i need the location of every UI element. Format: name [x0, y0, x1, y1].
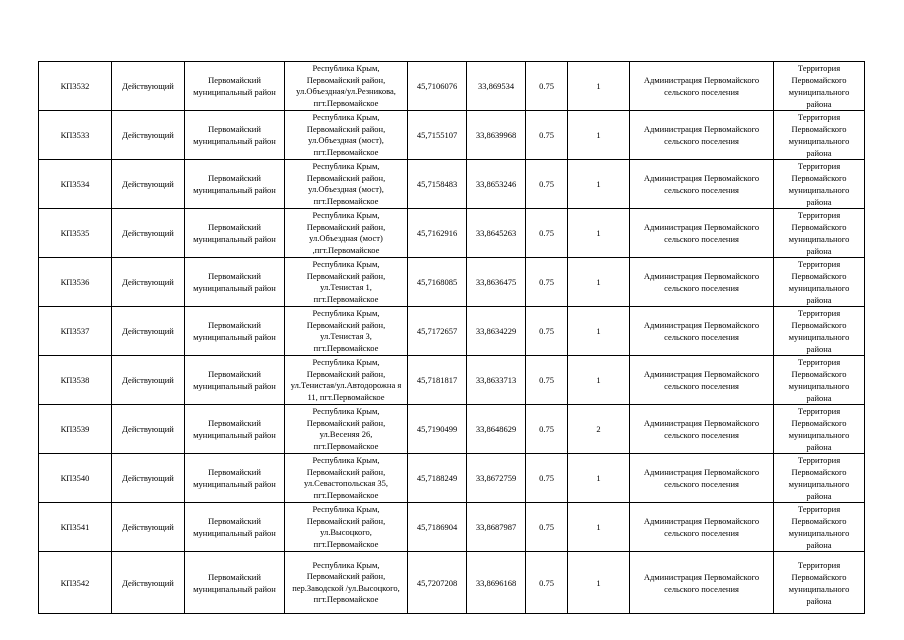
district-cell: Первомайский муниципальный район: [185, 209, 285, 258]
owner-cell: Администрация Первомайского сельского поселения: [630, 356, 774, 405]
volume-cell: 0.75: [526, 454, 568, 503]
owner-cell: Администрация Первомайского сельского поселения: [630, 503, 774, 552]
territory-cell: Территория Первомайского муниципального района: [774, 454, 865, 503]
address-cell: Республика Крым, Первомайский район, ул.Весеняя 26, пгт.Первомайское: [285, 405, 408, 454]
territory-cell: Территория Первомайского муниципального района: [774, 356, 865, 405]
status-cell: Действующий: [112, 62, 185, 111]
address-cell: Республика Крым, Первомайский район, ул.Тенистая 1, пгт.Первомайское: [285, 258, 408, 307]
container-count-cell: 1: [568, 160, 630, 209]
district-cell: Первомайский муниципальный район: [185, 356, 285, 405]
district-cell: Первомайский муниципальный район: [185, 62, 285, 111]
status-cell: Действующий: [112, 503, 185, 552]
status-cell: Действующий: [112, 454, 185, 503]
site-code-cell: КП3542: [39, 552, 112, 614]
latitude-cell: 45,7162916: [408, 209, 467, 258]
table-row: [39, 307, 865, 356]
status-cell: Действующий: [112, 258, 185, 307]
address-cell: Республика Крым, Первомайский район, пер.Заводской /ул.Высоцкого, пгт.Первомайское: [285, 552, 408, 614]
owner-cell: Администрация Первомайского сельского поселения: [630, 454, 774, 503]
volume-cell: 0.75: [526, 111, 568, 160]
owner-cell: Администрация Первомайского сельского поселения: [630, 209, 774, 258]
longitude-cell: 33,8636475: [467, 258, 526, 307]
site-code-cell: КП3534: [39, 160, 112, 209]
table-row: [39, 356, 865, 405]
address-cell: Республика Крым, Первомайский район, ул.Объездная (мост), пгт.Первомайское: [285, 111, 408, 160]
table-body: [39, 62, 865, 614]
territory-cell: Территория Первомайского муниципального района: [774, 62, 865, 111]
address-cell: Республика Крым, Первомайский район, ул.Высоцкого, пгт.Первомайское: [285, 503, 408, 552]
table-row: [39, 552, 865, 614]
status-cell: Действующий: [112, 209, 185, 258]
site-code-cell: КП3541: [39, 503, 112, 552]
owner-cell: Администрация Первомайского сельского поселения: [630, 160, 774, 209]
territory-cell: Территория Первомайского муниципального района: [774, 209, 865, 258]
container-count-cell: 1: [568, 454, 630, 503]
table-row: [39, 454, 865, 503]
container-count-cell: 1: [568, 307, 630, 356]
owner-cell: Администрация Первомайского сельского поселения: [630, 405, 774, 454]
longitude-cell: 33,8653246: [467, 160, 526, 209]
owner-cell: Администрация Первомайского сельского поселения: [630, 62, 774, 111]
volume-cell: 0.75: [526, 209, 568, 258]
address-cell: Республика Крым, Первомайский район, ул.Севастопольская 35, пгт.Первомайское: [285, 454, 408, 503]
status-cell: Действующий: [112, 552, 185, 614]
territory-cell: Территория Первомайского муниципального района: [774, 503, 865, 552]
longitude-cell: 33,8687987: [467, 503, 526, 552]
district-cell: Первомайский муниципальный район: [185, 552, 285, 614]
owner-cell: Администрация Первомайского сельского поселения: [630, 111, 774, 160]
table-row: [39, 503, 865, 552]
district-cell: Первомайский муниципальный район: [185, 307, 285, 356]
latitude-cell: 45,7207208: [408, 552, 467, 614]
address-cell: Республика Крым, Первомайский район, ул.Тенистая 3, пгт.Первомайское: [285, 307, 408, 356]
site-code-cell: КП3539: [39, 405, 112, 454]
container-count-cell: 1: [568, 111, 630, 160]
district-cell: Первомайский муниципальный район: [185, 160, 285, 209]
table-row: [39, 258, 865, 307]
status-cell: Действующий: [112, 307, 185, 356]
owner-cell: Администрация Первомайского сельского поселения: [630, 258, 774, 307]
site-code-cell: КП3533: [39, 111, 112, 160]
volume-cell: 0.75: [526, 307, 568, 356]
volume-cell: 0.75: [526, 258, 568, 307]
container-sites-table: [38, 61, 865, 614]
district-cell: Первомайский муниципальный район: [185, 503, 285, 552]
longitude-cell: 33,8633713: [467, 356, 526, 405]
latitude-cell: 45,7181817: [408, 356, 467, 405]
container-count-cell: 1: [568, 503, 630, 552]
site-code-cell: КП3540: [39, 454, 112, 503]
container-count-cell: 1: [568, 209, 630, 258]
container-count-cell: 1: [568, 356, 630, 405]
volume-cell: 0.75: [526, 62, 568, 111]
container-count-cell: 1: [568, 258, 630, 307]
site-code-cell: КП3537: [39, 307, 112, 356]
volume-cell: 0.75: [526, 160, 568, 209]
latitude-cell: 45,7158483: [408, 160, 467, 209]
longitude-cell: 33,8645263: [467, 209, 526, 258]
table-row: [39, 111, 865, 160]
territory-cell: Территория Первомайского муниципального района: [774, 307, 865, 356]
territory-cell: Территория Первомайского муниципального района: [774, 552, 865, 614]
longitude-cell: 33,8696168: [467, 552, 526, 614]
volume-cell: 0.75: [526, 405, 568, 454]
container-count-cell: 1: [568, 552, 630, 614]
latitude-cell: 45,7168085: [408, 258, 467, 307]
territory-cell: Территория Первомайского муниципального района: [774, 111, 865, 160]
territory-cell: Территория Первомайского муниципального района: [774, 258, 865, 307]
territory-cell: Территория Первомайского муниципального района: [774, 160, 865, 209]
table-row: [39, 62, 865, 111]
longitude-cell: 33,8634229: [467, 307, 526, 356]
status-cell: Действующий: [112, 356, 185, 405]
longitude-cell: 33,869534: [467, 62, 526, 111]
longitude-cell: 33,8639968: [467, 111, 526, 160]
latitude-cell: 45,7172657: [408, 307, 467, 356]
site-code-cell: КП3536: [39, 258, 112, 307]
volume-cell: 0.75: [526, 503, 568, 552]
district-cell: Первомайский муниципальный район: [185, 454, 285, 503]
owner-cell: Администрация Первомайского сельского поселения: [630, 307, 774, 356]
site-code-cell: КП3538: [39, 356, 112, 405]
latitude-cell: 45,7155107: [408, 111, 467, 160]
table-row: [39, 405, 865, 454]
latitude-cell: 45,7190499: [408, 405, 467, 454]
address-cell: Республика Крым, Первомайский район, ул.Объездная/ул.Резникова, пгт.Первомайское: [285, 62, 408, 111]
table-row: [39, 160, 865, 209]
document-page: [38, 61, 865, 614]
latitude-cell: 45,7188249: [408, 454, 467, 503]
owner-cell: Администрация Первомайского сельского поселения: [630, 552, 774, 614]
container-count-cell: 2: [568, 405, 630, 454]
district-cell: Первомайский муниципальный район: [185, 405, 285, 454]
territory-cell: Территория Первомайского муниципального района: [774, 405, 865, 454]
address-cell: Республика Крым, Первомайский район, ул.Объездная (мост), пгт.Первомайское: [285, 160, 408, 209]
longitude-cell: 33,8648629: [467, 405, 526, 454]
status-cell: Действующий: [112, 160, 185, 209]
status-cell: Действующий: [112, 111, 185, 160]
latitude-cell: 45,7106076: [408, 62, 467, 111]
district-cell: Первомайский муниципальный район: [185, 111, 285, 160]
latitude-cell: 45,7186904: [408, 503, 467, 552]
table-row: [39, 209, 865, 258]
volume-cell: 0.75: [526, 356, 568, 405]
volume-cell: 0.75: [526, 552, 568, 614]
address-cell: Республика Крым, Первомайский район, ул.Тенистая/ул.Автодорожна я 11, пгт.Первомайское: [285, 356, 408, 405]
site-code-cell: КП3532: [39, 62, 112, 111]
status-cell: Действующий: [112, 405, 185, 454]
district-cell: Первомайский муниципальный район: [185, 258, 285, 307]
container-count-cell: 1: [568, 62, 630, 111]
longitude-cell: 33,8672759: [467, 454, 526, 503]
site-code-cell: КП3535: [39, 209, 112, 258]
address-cell: Республика Крым, Первомайский район, ул.Объездная (мост) ,пгт.Первомайское: [285, 209, 408, 258]
